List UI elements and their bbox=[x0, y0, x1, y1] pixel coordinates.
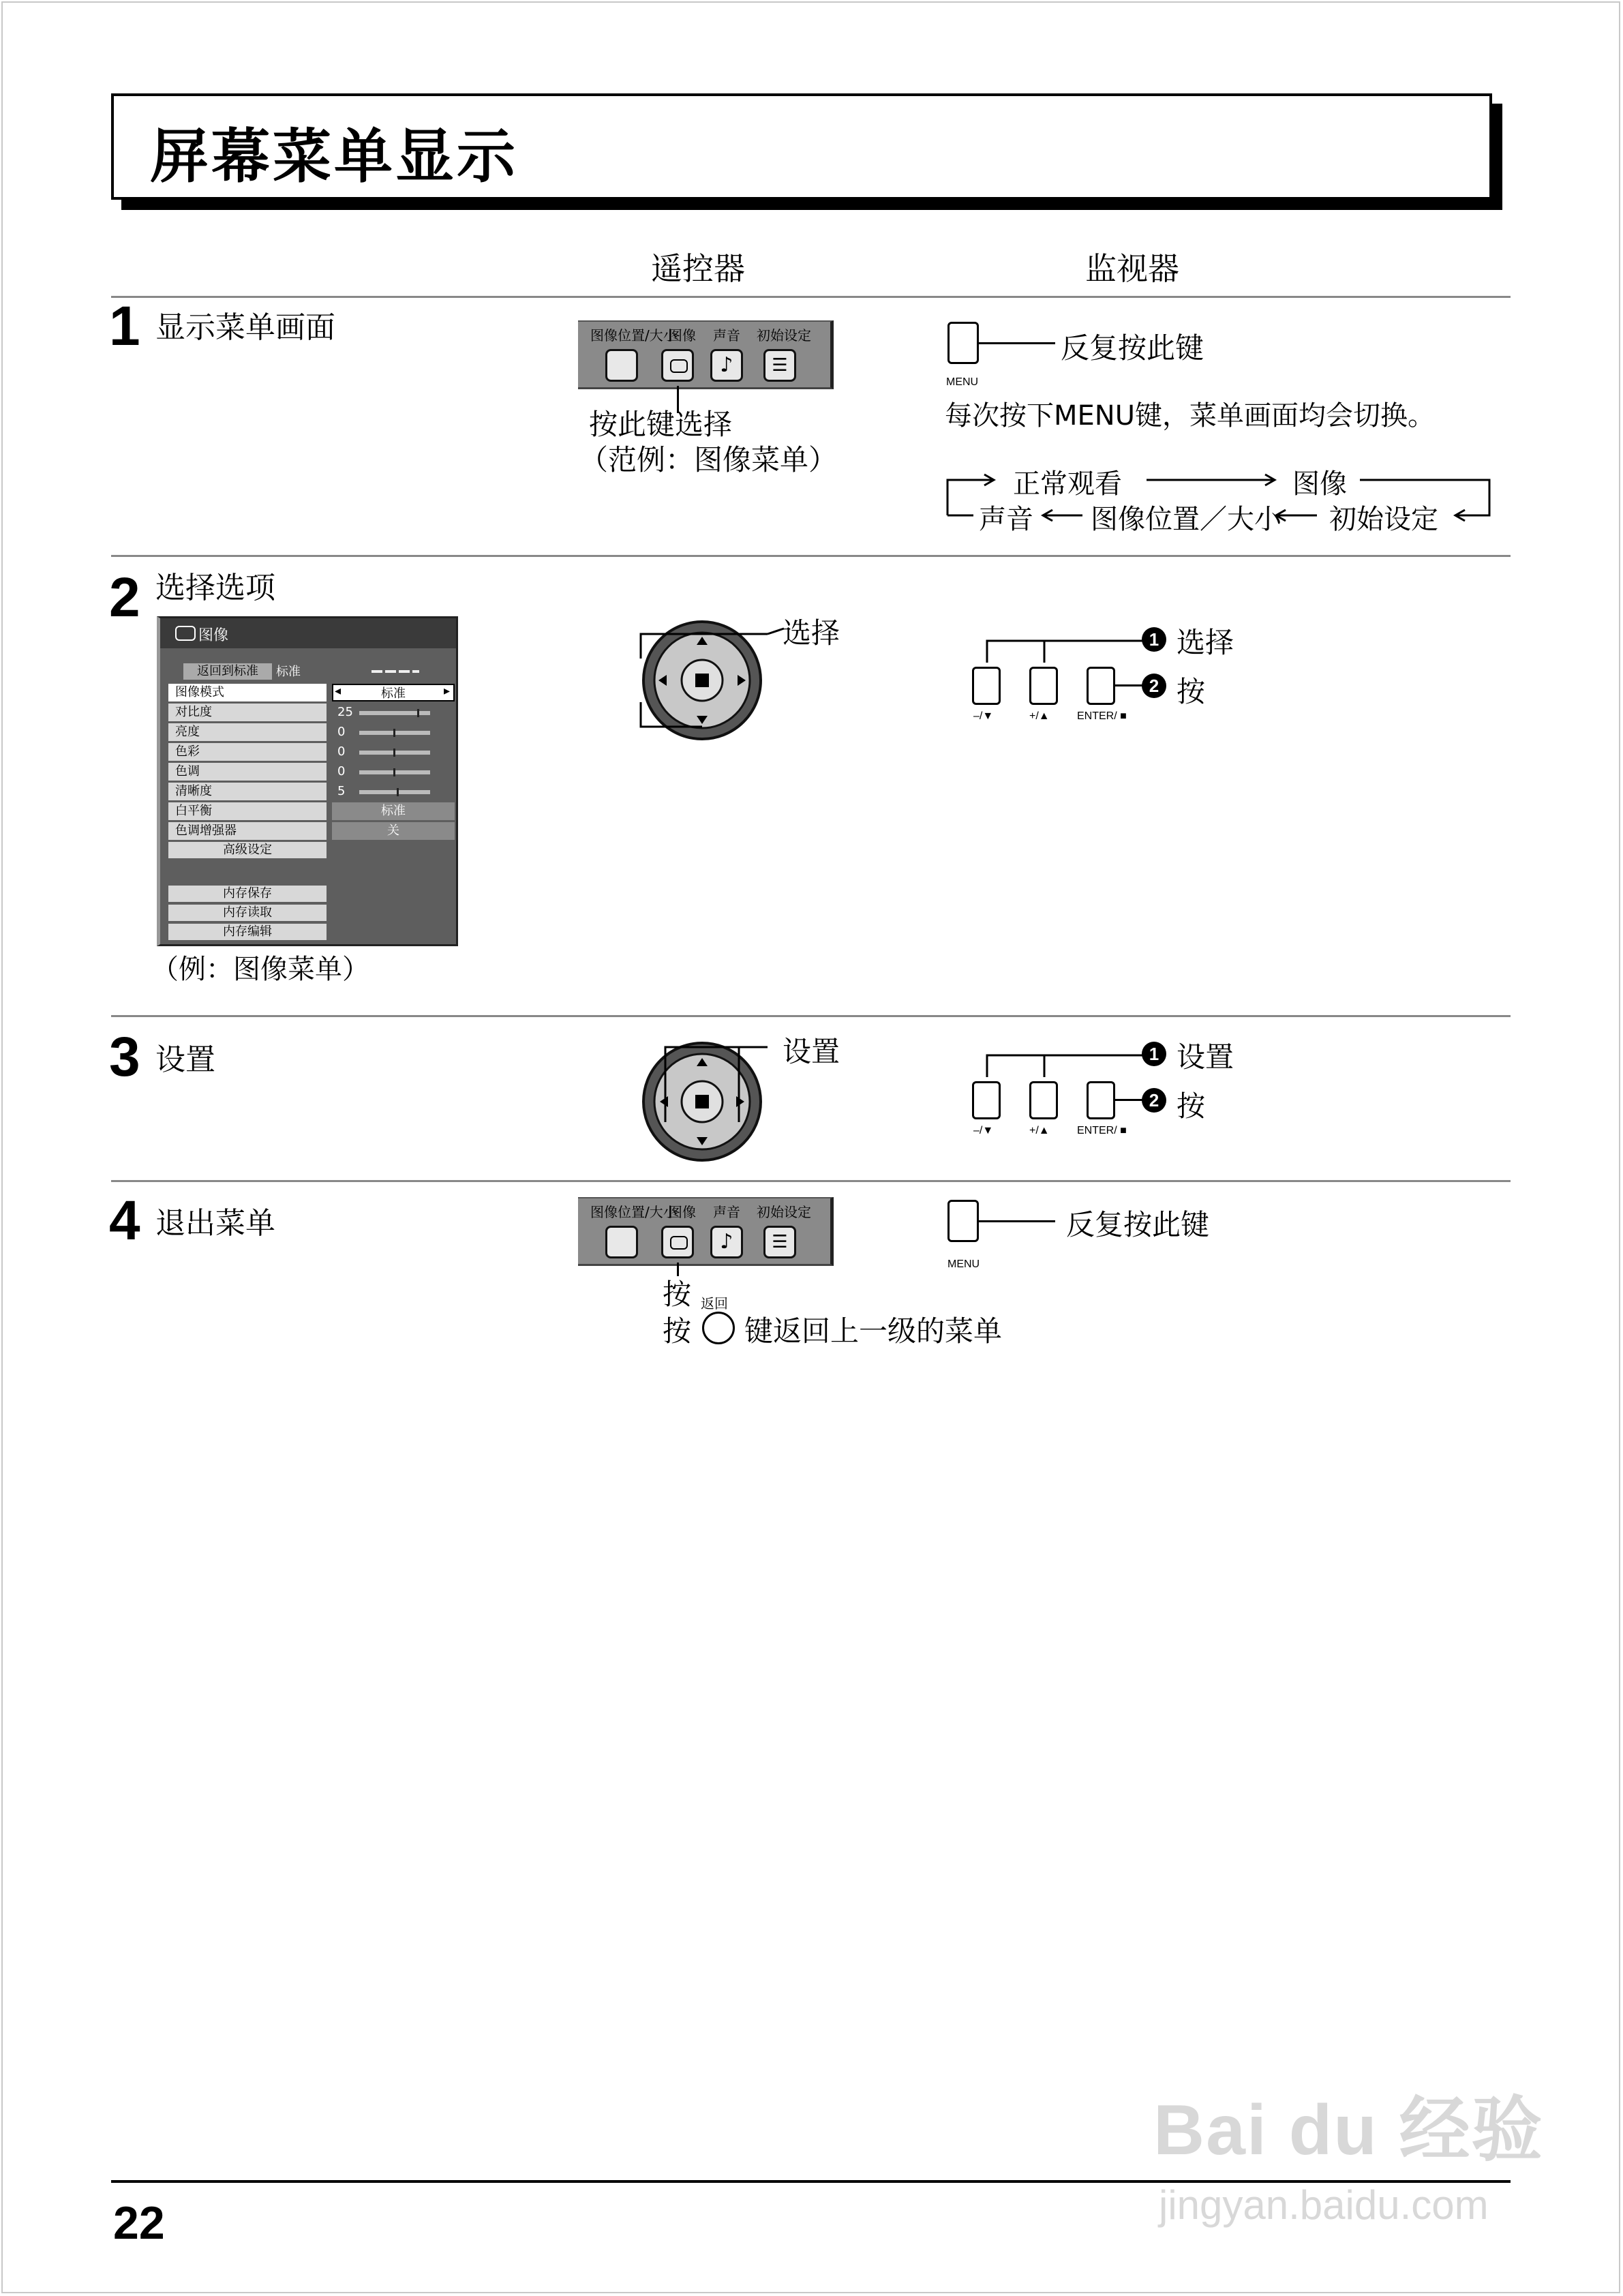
music-note-icon: ♪ bbox=[720, 353, 733, 377]
osd-row-slider bbox=[332, 743, 455, 761]
cycle-normal: 正常观看 bbox=[1013, 468, 1122, 500]
osd-row-value: 0 bbox=[337, 744, 346, 759]
osd-row-value: 25 bbox=[337, 705, 353, 719]
step-number: 2 bbox=[109, 567, 140, 629]
remote-label-setup: 初始设定 bbox=[757, 1204, 811, 1220]
monitor-callout-press: 按 bbox=[1177, 675, 1206, 708]
osd-memory-edit-button[interactable]: 内存编辑 bbox=[168, 924, 327, 940]
remote-label-setup: 初始设定 bbox=[757, 327, 811, 344]
picture-button[interactable] bbox=[661, 349, 694, 382]
osd-row-label: 亮度 bbox=[168, 723, 327, 741]
step-label: 显示菜单画面 bbox=[155, 310, 335, 345]
menu-key-callout: 反复按此键 bbox=[1066, 1208, 1210, 1241]
picture-icon bbox=[670, 359, 688, 373]
sound-button[interactable] bbox=[710, 1226, 743, 1258]
step-number: 1 bbox=[109, 295, 140, 357]
list-icon: ☰ bbox=[772, 355, 788, 376]
step-label: 退出菜单 bbox=[155, 1206, 275, 1241]
osd-row-slider bbox=[332, 763, 455, 781]
cycle-picture: 图像 bbox=[1292, 468, 1347, 500]
watermark-url: jingyan.baidu.com bbox=[1159, 2182, 1489, 2228]
osd-row-value: 标准 bbox=[332, 684, 455, 701]
cycle-picture-pos: 图像位置／大小 bbox=[1091, 504, 1281, 535]
osd-slider[interactable] bbox=[359, 731, 430, 735]
key-label-plus: +/▲ bbox=[1029, 1125, 1050, 1136]
remote-caption-return: 键返回上一级的菜单 bbox=[744, 1314, 1003, 1348]
osd-slider[interactable] bbox=[359, 770, 430, 774]
osd-slider-thumb[interactable] bbox=[393, 749, 395, 757]
remote-label-picture: 图像 bbox=[669, 1204, 696, 1220]
callout-line bbox=[979, 1220, 1055, 1222]
monitor-callout-press: 按 bbox=[1177, 1089, 1206, 1123]
osd-slider[interactable] bbox=[359, 790, 430, 794]
setup-button[interactable] bbox=[763, 1226, 796, 1258]
column-monitor-heading: 监视器 bbox=[1085, 250, 1179, 287]
picture-icon bbox=[670, 1236, 688, 1250]
osd-row-slider bbox=[332, 704, 455, 721]
osd-row-label: 清晰度 bbox=[168, 783, 327, 800]
remote-label-picture-pos: 图像位置/大小 bbox=[590, 1204, 677, 1220]
osd-memory-load-button[interactable]: 内存读取 bbox=[168, 905, 327, 921]
menu-example-caption: （例：图像菜单） bbox=[151, 954, 369, 985]
step-badge: 1 bbox=[1142, 1042, 1166, 1066]
osd-row-value: 标准 bbox=[332, 802, 455, 820]
step-badge: 2 bbox=[1142, 674, 1166, 698]
osd-row-slider bbox=[332, 783, 455, 800]
osd-row-value: 5 bbox=[337, 784, 346, 798]
osd-row-label: 色调增强器 bbox=[168, 822, 327, 840]
picture-icon bbox=[175, 626, 196, 641]
callout-line bbox=[1115, 1099, 1142, 1101]
cycle-sound: 声音 bbox=[979, 504, 1033, 535]
osd-row-label: 图像模式 bbox=[168, 684, 327, 701]
remote-callout-set: 设置 bbox=[783, 1035, 840, 1068]
osd-row-label: 对比度 bbox=[168, 704, 327, 721]
osd-row-label: 白平衡 bbox=[168, 802, 327, 820]
enter-key[interactable] bbox=[1087, 1081, 1115, 1119]
osd-row-slider bbox=[332, 723, 455, 741]
osd-slider[interactable] bbox=[359, 711, 430, 715]
plus-up-key[interactable] bbox=[1029, 1081, 1058, 1119]
list-icon: ☰ bbox=[772, 1232, 788, 1252]
osd-memory-save-button[interactable]: 内存保存 bbox=[168, 886, 327, 902]
music-note-icon: ♪ bbox=[720, 1230, 733, 1254]
osd-indicator bbox=[371, 670, 419, 673]
monitor-callout-select: 选择 bbox=[1177, 626, 1234, 659]
menu-key[interactable] bbox=[947, 1200, 979, 1242]
plus-up-key[interactable] bbox=[1029, 667, 1058, 705]
return-button[interactable] bbox=[702, 1312, 735, 1344]
remote-caption-press-2: 按 bbox=[663, 1314, 692, 1348]
osd-slider[interactable] bbox=[359, 751, 430, 755]
remote-label-picture: 图像 bbox=[669, 327, 696, 344]
step-number: 4 bbox=[109, 1190, 140, 1252]
step-number: 3 bbox=[109, 1026, 140, 1088]
remote-callout-select: 选择 bbox=[783, 616, 840, 650]
osd-row-value: 关 bbox=[332, 822, 455, 840]
osd-row-label: 色彩 bbox=[168, 743, 327, 761]
remote-label-sound: 声音 bbox=[713, 327, 740, 344]
menu-key-callout: 反复按此键 bbox=[1061, 331, 1204, 365]
menu-key-label: MENU bbox=[946, 376, 979, 388]
menu-key-label: MENU bbox=[947, 1258, 980, 1270]
watermark-logo: Bai du 经验 bbox=[1153, 2091, 1544, 2170]
step-badge: 1 bbox=[1142, 627, 1166, 652]
picture-button[interactable] bbox=[661, 1226, 694, 1258]
page-number: 22 bbox=[113, 2197, 165, 2249]
remote-caption: 按此键选择 bbox=[589, 408, 733, 441]
menu-key[interactable] bbox=[947, 322, 979, 364]
osd-slider-thumb[interactable] bbox=[397, 788, 399, 796]
cycle-setup: 初始设定 bbox=[1329, 504, 1438, 535]
callout-line bbox=[979, 342, 1055, 344]
osd-title: 图像 bbox=[198, 627, 229, 644]
return-key-label: 返回 bbox=[701, 1295, 728, 1312]
monitor-callout-set: 设置 bbox=[1177, 1040, 1234, 1074]
divider bbox=[111, 1015, 1511, 1017]
osd-row-value: 0 bbox=[337, 764, 346, 779]
osd-slider-thumb[interactable] bbox=[417, 709, 419, 717]
osd-reset-button[interactable]: 返回到标准 bbox=[183, 663, 272, 680]
minus-down-key[interactable] bbox=[972, 667, 1001, 705]
picture-pos-button[interactable] bbox=[605, 1226, 638, 1258]
remote-label-picture-pos: 图像位置/大小 bbox=[590, 327, 677, 344]
page-title: 屏幕菜单显示 bbox=[150, 123, 518, 191]
setup-button[interactable] bbox=[763, 349, 796, 382]
chevron-left-icon[interactable]: ◂ bbox=[335, 684, 342, 698]
remote-button-panel bbox=[578, 320, 834, 389]
remote-label-sound: 声音 bbox=[713, 1204, 740, 1220]
step-label: 设置 bbox=[155, 1042, 215, 1077]
osd-slider-thumb[interactable] bbox=[393, 768, 395, 776]
osd-advanced-button[interactable]: 高级设定 bbox=[168, 842, 327, 858]
divider bbox=[111, 1180, 1511, 1182]
enter-key[interactable] bbox=[1087, 667, 1115, 705]
osd-row-label: 色调 bbox=[168, 763, 327, 781]
osd-row-value: 0 bbox=[337, 725, 346, 739]
osd-reset-value: 标准 bbox=[276, 665, 301, 679]
remote-caption-example: （范例：图像菜单） bbox=[579, 443, 838, 477]
step-label: 选择选项 bbox=[155, 571, 275, 605]
divider bbox=[111, 296, 1511, 298]
osd-picture-menu bbox=[157, 616, 458, 946]
picture-pos-button[interactable] bbox=[605, 349, 638, 382]
step-badge: 2 bbox=[1142, 1088, 1166, 1113]
sound-button[interactable] bbox=[710, 349, 743, 382]
remote-caption-press: 按 bbox=[663, 1278, 692, 1311]
callout-line bbox=[1115, 684, 1142, 686]
osd-slider-thumb[interactable] bbox=[393, 729, 395, 737]
key-label-minus: –/▼ bbox=[973, 710, 994, 722]
osd-header bbox=[160, 618, 456, 648]
key-label-plus: +/▲ bbox=[1029, 710, 1050, 722]
key-label-enter: ENTER/ ■ bbox=[1077, 710, 1127, 722]
menu-switch-description: 每次按下MENU键，菜单画面均会切换。 bbox=[945, 400, 1435, 432]
key-label-minus: –/▼ bbox=[973, 1125, 994, 1136]
column-remote-heading: 遥控器 bbox=[651, 250, 745, 287]
remote-button-panel bbox=[578, 1197, 834, 1266]
divider bbox=[111, 555, 1511, 557]
minus-down-key[interactable] bbox=[972, 1081, 1001, 1119]
key-label-enter: ENTER/ ■ bbox=[1077, 1125, 1127, 1136]
